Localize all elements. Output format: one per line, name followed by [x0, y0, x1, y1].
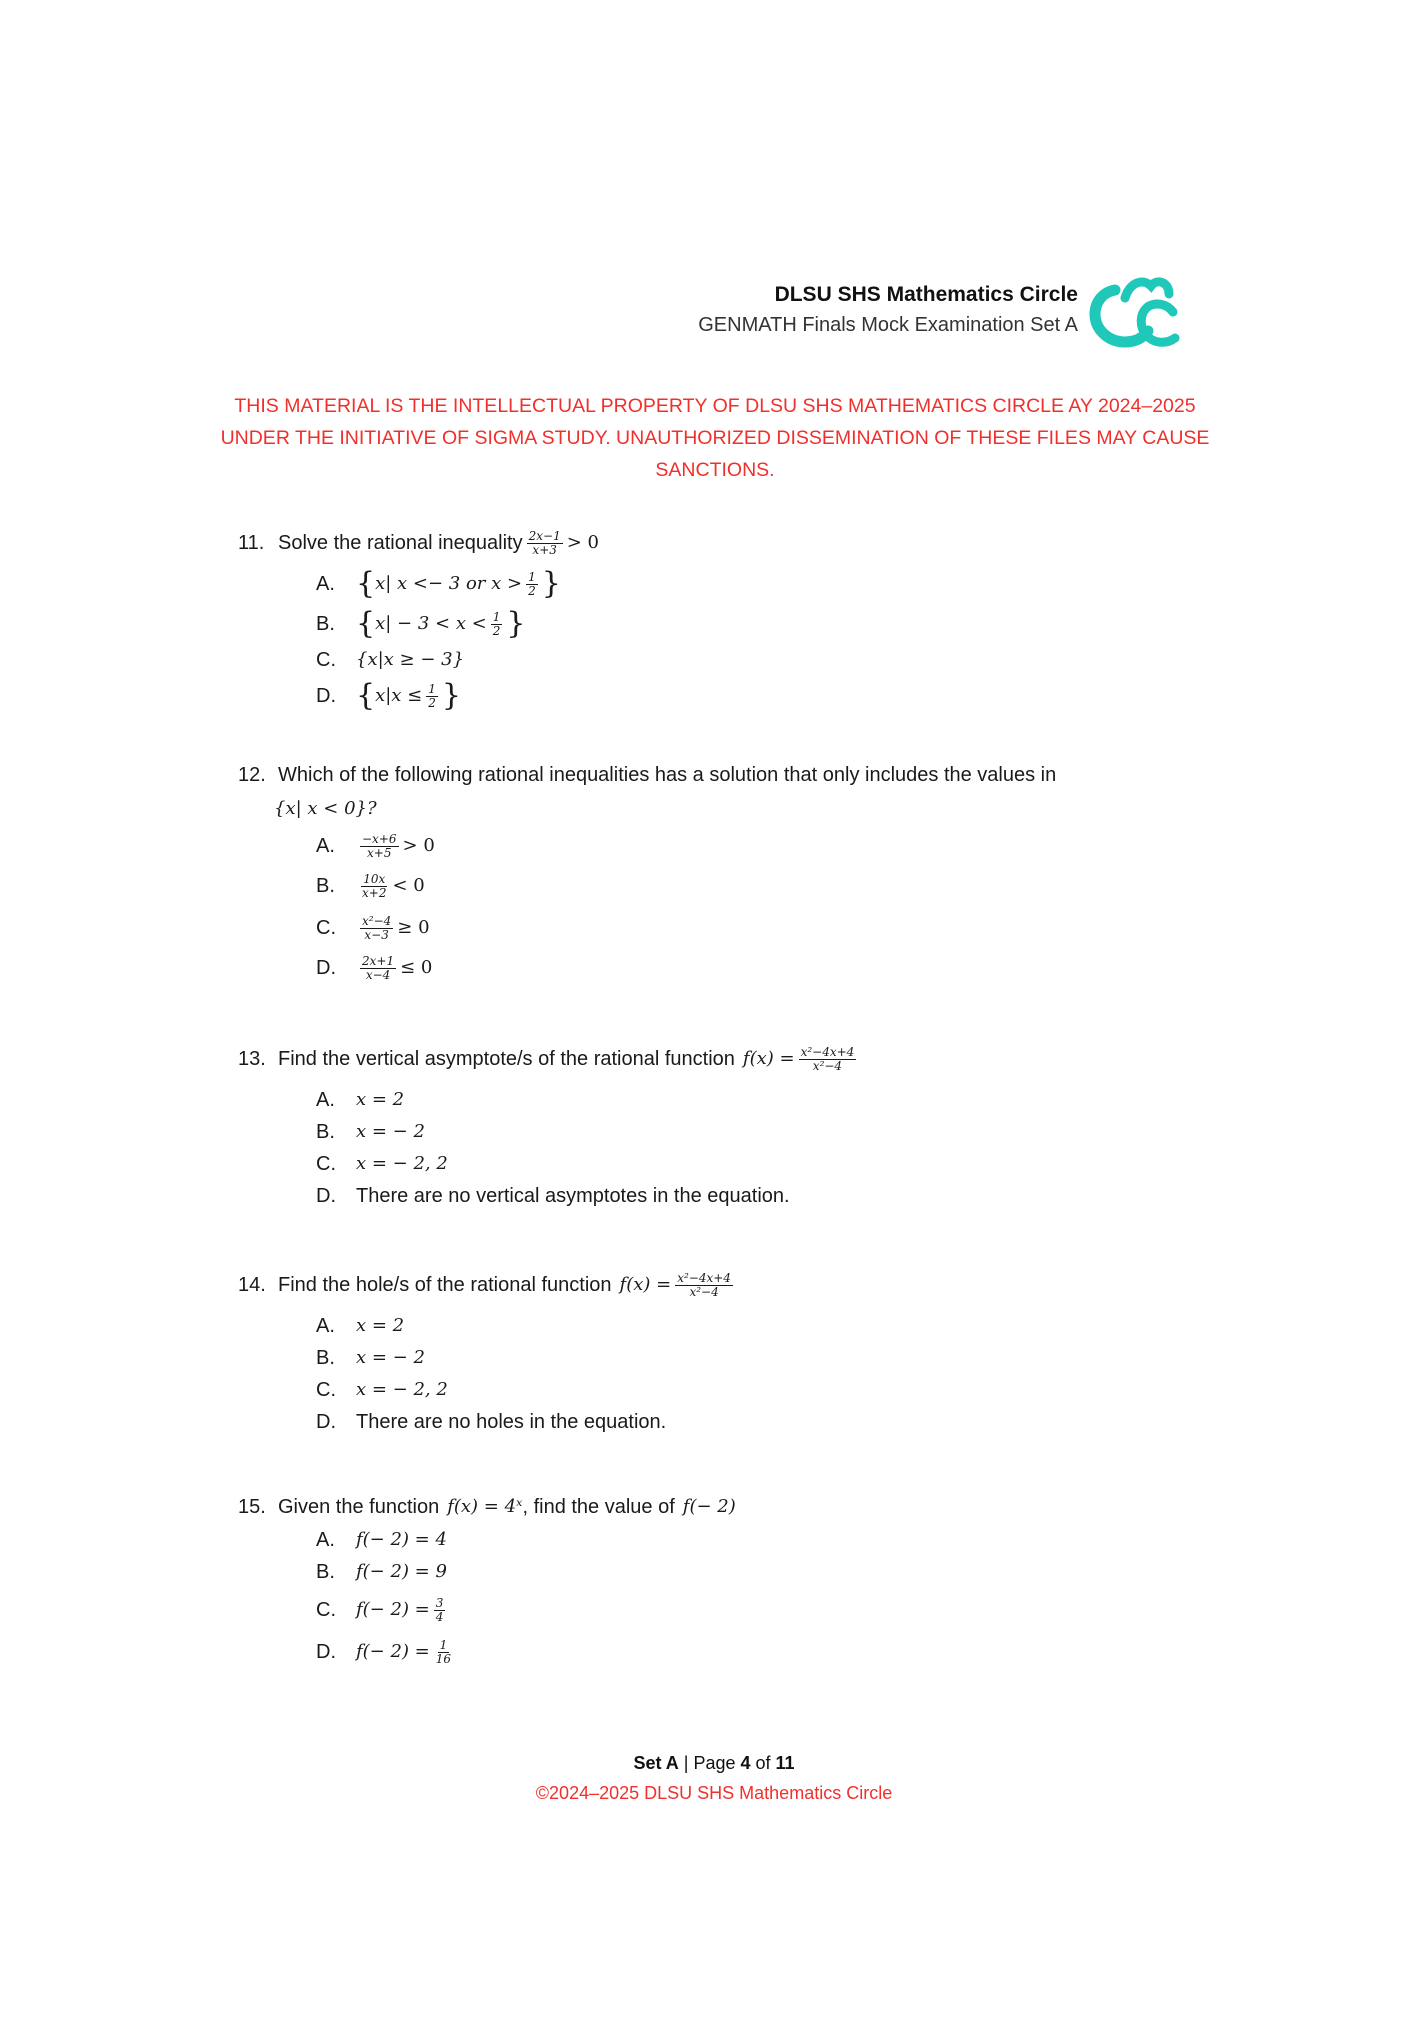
math-circle-logo-icon	[1085, 268, 1185, 358]
choice-b[interactable]: B. $\frac{10x}{x+2}$ < 0	[316, 871, 425, 900]
question-number: 13.	[238, 1048, 266, 1070]
question-number: 15.	[238, 1496, 266, 1518]
question-12	[238, 758, 1238, 984]
question-12-stem	[238, 758, 1238, 792]
choice-b[interactable]: B. x = − 2	[316, 1121, 425, 1143]
choice-d[interactable]: D. $\frac{2x+1}{x-4}$ ≤ 0	[316, 953, 433, 982]
question-number: 14.	[238, 1274, 266, 1296]
choice-c[interactable]: C. f(− 2) = $\frac{3}{4}$	[316, 1595, 444, 1624]
page-footer	[0, 1748, 1428, 1808]
document-header	[698, 280, 1078, 340]
choice-b[interactable]: B. f(− 2) = 9	[316, 1561, 447, 1583]
choice-a[interactable]: A. $\frac{-x+6}{x+5}$ > 0	[316, 831, 435, 860]
choice-c[interactable]: C. x = − 2, 2	[316, 1153, 448, 1175]
choice-d[interactable]: D. f(− 2) = $\frac{1}{16}$	[316, 1637, 452, 1666]
notice-line-3: SANCTIONS.	[655, 459, 775, 481]
question-number: 12.	[238, 764, 266, 786]
choice-d[interactable]: D. { x|x ≤ $\frac{1}{2}$ }	[316, 678, 461, 713]
choice-a[interactable]: A. f(− 2) = 4	[316, 1529, 447, 1551]
question-text: Find the vertical asymptote/s of the rational function	[278, 1048, 735, 1070]
inequality-fraction: $\frac{2x-1}{x+3}$	[528, 528, 561, 557]
choice-a[interactable]: A. { x| x <− 3 or x > $\frac{1}{2}$ }	[316, 566, 561, 601]
question-15	[238, 1490, 1238, 1668]
choice-c[interactable]: C. {x|x ≥ − 3}	[316, 644, 1238, 676]
question-text: Solve the rational inequality	[278, 532, 523, 554]
choice-body: x| x <− 3 or x >	[375, 573, 523, 594]
question-13-stem: 13. Find the vertical asymptote/s of the rational function f(x) = $\frac{\text{x²−4x+4}}{\text{x²−4}}$	[238, 1042, 1238, 1076]
choice-a[interactable]: A. x = 2	[316, 1315, 405, 1337]
question-text: Which of the following rational inequalities has a solution that only includes the values in	[278, 764, 1057, 786]
inequality-relation: > 0	[566, 532, 599, 553]
choice-d[interactable]: D. There are no vertical asymptotes in the equation.	[316, 1185, 790, 1207]
question-13	[238, 1042, 1238, 1212]
question-text: Given the function	[278, 1496, 440, 1518]
choice-b[interactable]: B. x = − 2	[316, 1347, 425, 1369]
copyright-notice	[170, 390, 1260, 486]
question-14	[238, 1268, 1238, 1438]
choice-c[interactable]: C. x = − 2, 2	[316, 1379, 448, 1401]
question-number: 11.	[238, 532, 265, 554]
choice-a[interactable]: A. x = 2	[316, 1089, 405, 1111]
notice-line-1: THIS MATERIAL IS THE INTELLECTUAL PROPERTY OF DLSU SHS MATHEMATICS CIRCLE AY 2024–2025	[234, 395, 1196, 417]
choice-body: x| − 3 < x <	[375, 613, 487, 634]
question-11	[238, 526, 1238, 712]
copyright-line: ©2024–2025 DLSU SHS Mathematics Circle	[535, 1783, 893, 1803]
question-15-stem: 15. Given the function f(x) = 4ˣ , find the value of f(− 2)	[238, 1490, 1238, 1524]
question-11-stem	[238, 526, 1238, 560]
organization-name: DLSU SHS Mathematics Circle	[774, 283, 1078, 306]
question-14-stem: 14. Find the hole/s of the rational function f(x) = $\frac{\text{x²−4x+4}}{\text{x²−4}}$	[238, 1268, 1238, 1302]
question-text: Find the hole/s of the rational function	[278, 1274, 612, 1296]
choice-b[interactable]: B. { x| − 3 < x < $\frac{1}{2}$ }	[316, 606, 526, 641]
page-indicator: Set A | Page 4 of 11	[633, 1753, 795, 1773]
choice-d[interactable]: D. There are no holes in the equation.	[316, 1411, 667, 1433]
exam-title: GENMATH Finals Mock Examination Set A	[698, 314, 1078, 336]
notice-line-2: UNDER THE INITIATIVE OF SIGMA STUDY. UNAUTHORIZED DISSEMINATION OF THESE FILES MAY CAUSE	[220, 427, 1210, 449]
choice-body: x|x ≤	[375, 685, 423, 706]
choice-c[interactable]: C. $\frac{\text{x²−4}}{x-3}$ ≥ 0	[316, 913, 430, 942]
question-text-2: {x| x < 0}?	[274, 798, 377, 819]
choice-body: {x|x ≥ − 3}	[356, 649, 465, 670]
